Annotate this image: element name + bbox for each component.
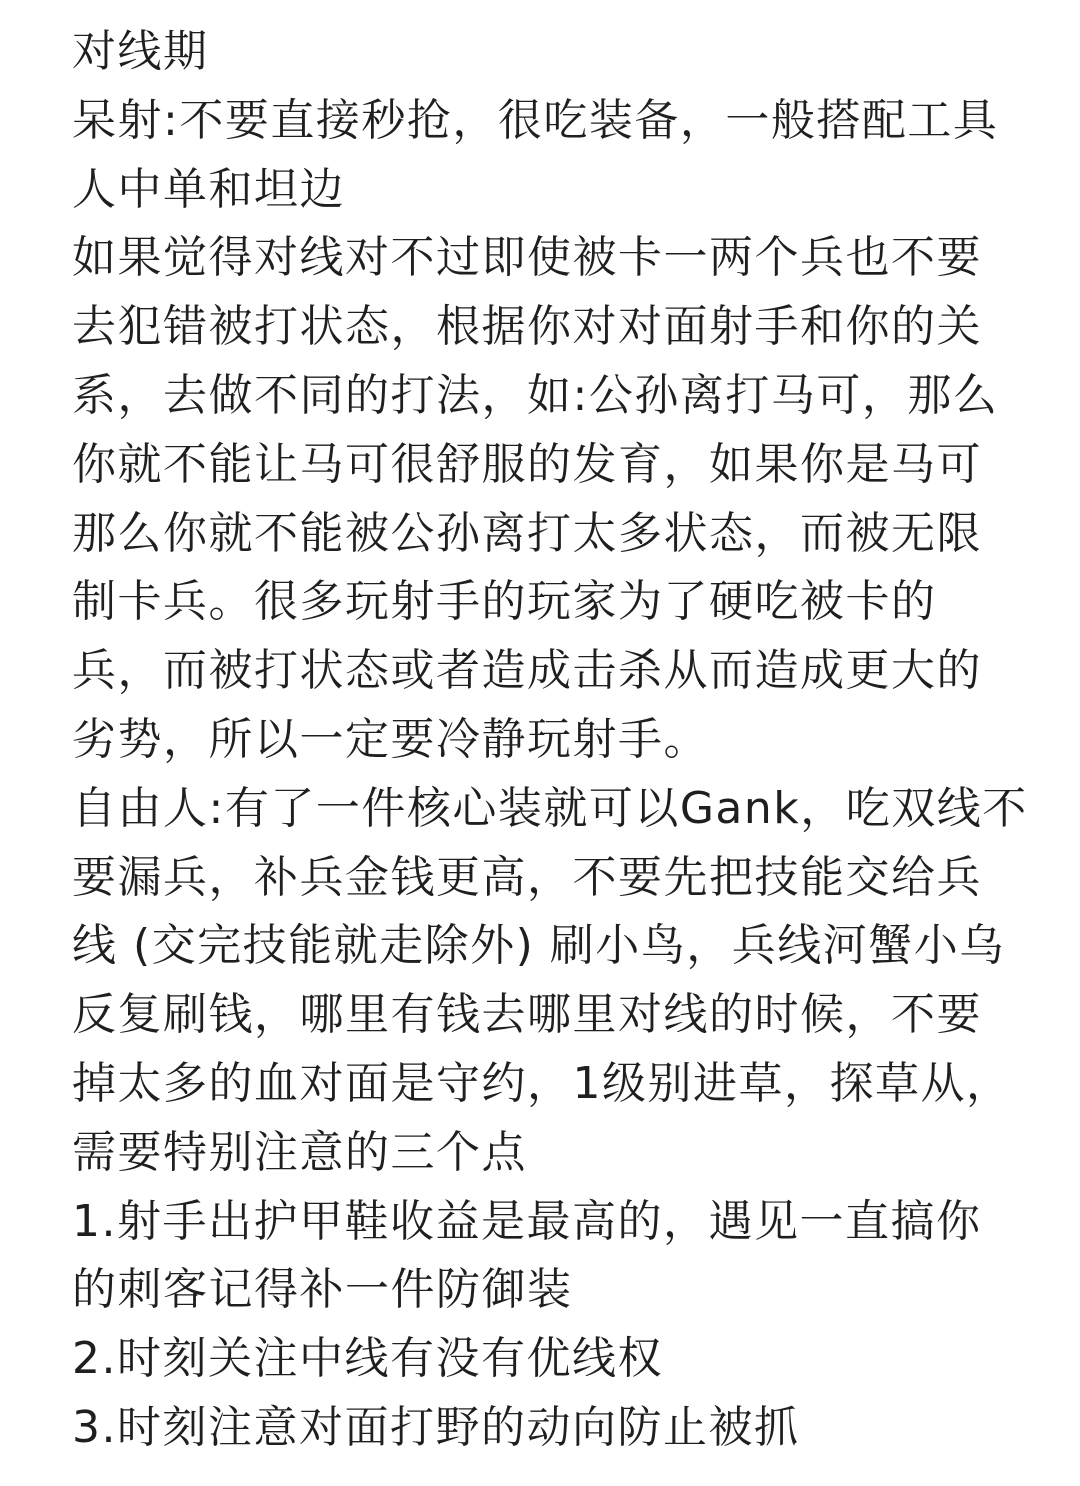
text-line: 兵，而被打状态或者造成击杀从而造成更大的 [72,645,982,697]
text-line: 需要特别注意的三个点 [72,1126,527,1178]
text-line: 制卡兵。很多玩射手的玩家为了硬吃被卡的 [72,576,937,628]
text-line: 去犯错被打状态，根据你对对面射手和你的关 [72,301,982,353]
text-line: 自由人:有了一件核心装就可以Gank，吃双线不 [72,782,1028,834]
text-line: 2.时刻关注中线有没有优线权 [72,1333,663,1385]
text-line: 如果觉得对线对不过即使被卡一两个兵也不要 [72,232,982,284]
text-line: 要漏兵，补兵金钱更高，不要先把技能交给兵 [72,851,982,903]
text-line: 的刺客记得补一件防御装 [72,1264,573,1316]
text-line: 劣势，所以一定要冷静玩射手。 [72,713,709,765]
text-line: 那么你就不能被公孙离打太多状态，而被无限 [72,507,982,559]
text-line: 掉太多的血对面是守约，1级别进草，探草从， [72,1057,1012,1109]
text-line: 人中单和坦边 [72,163,345,215]
text-line: 你就不能让马可很舒服的发育，如果你是马可 [72,438,982,490]
text-line: 线 (交完技能就走除外) 刷小鸟，兵线河蟹小乌 [72,920,1005,972]
text-line: 3.时刻注意对面打野的动向防止被抓 [72,1401,800,1453]
text-line: 1.射手出护甲鞋收益是最高的，遇见一直搞你 [72,1195,982,1247]
text-line: 系，去做不同的打法，如:公孙离打马可，那么 [72,369,999,421]
document-body [72,18,1062,1463]
text-line: 呆射:不要直接秒抢，很吃装备，一般搭配工具 [72,94,999,146]
text-line: 对线期 [72,26,209,77]
text-line: 反复刷钱，哪里有钱去哪里对线的时候，不要 [72,989,982,1041]
